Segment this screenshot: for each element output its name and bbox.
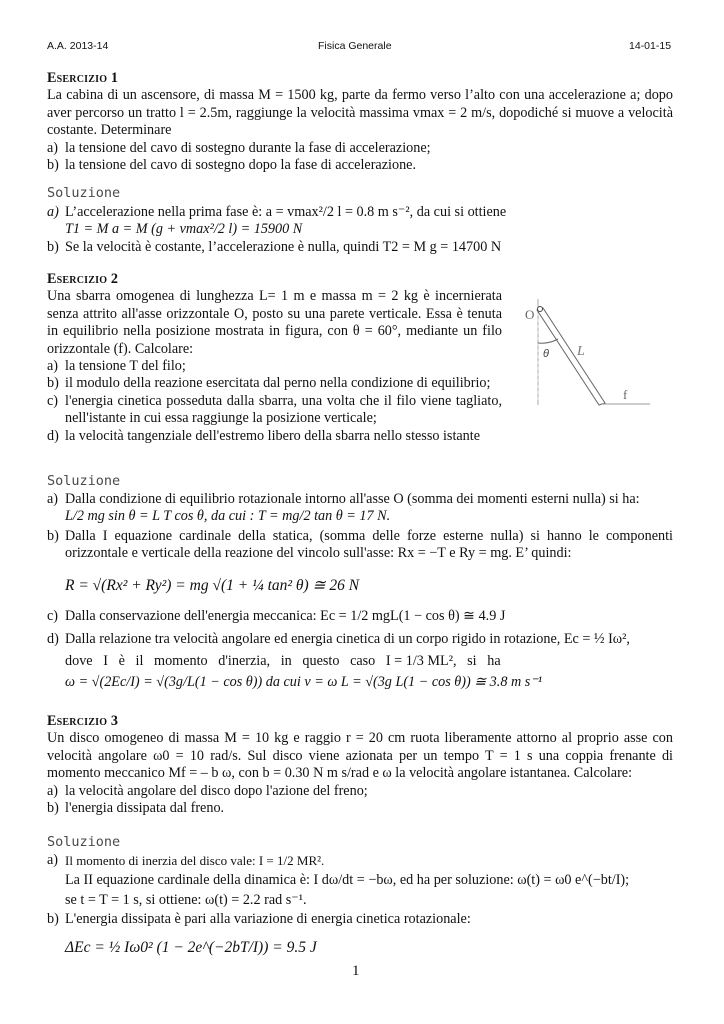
item-text: l'energia cinetica posseduta dalla sbarra, una volta che il filo viene tagliato, nell'istante in cui essa raggiunge la posizione verticale; <box>65 392 502 427</box>
item-text: la tensione del cavo di sostegno dopo la fase di accelerazione. <box>65 157 417 174</box>
item-text: l'energia dissipata dal freno. <box>65 800 225 817</box>
exercise-2-item <box>47 375 502 392</box>
solution-line: Dalla conservazione dell'energia meccanica: Ec = 1/2 mgL(1 − cos θ) ≅ 4.9 J <box>65 608 506 625</box>
solution-line: L'energia dissipata è pari alla variazione di energia cinetica rotazionale: <box>65 911 471 928</box>
angle-arc <box>538 339 558 343</box>
item-text: la tensione T del filo; <box>65 358 186 375</box>
exercise-2-solution-title: Soluzione <box>47 473 121 489</box>
exercise-2 <box>47 271 502 445</box>
exercise-2-item <box>47 358 502 375</box>
item-text: il modulo della reazione esercitata dal perno nella condizione di equilibrio; <box>65 375 491 392</box>
solution-line: R = √(Rx² + Ry²) = mg √(1 + ¼ tan² θ) ≅ 26 N <box>65 576 360 594</box>
item-label: b) <box>47 375 59 392</box>
exercise-3-intro: Un disco omogeneo di massa M = 10 kg e raggio r = 20 cm ruota liberamente attorno al proprio asse con velocità angolare ω0 = 10 rad/s. Sul disco viene azionata per un tempo T = 1 s una coppia frenante di momento meccanico Mf = – b ω, con b = 0.30 N m s/rad e ω la velocità angolare istantanea. Calcolare: <box>47 730 673 782</box>
item-label: b) <box>47 157 59 174</box>
item-label: d) <box>47 427 59 444</box>
exercise-1-item <box>47 157 673 174</box>
angle-label: θ <box>543 348 549 360</box>
item-label: a) <box>47 139 59 156</box>
exercise-1 <box>47 70 673 174</box>
rod-label: L <box>577 344 585 359</box>
exercise-3-item <box>47 783 673 800</box>
solution-line: Il momento di inerzia del disco vale: I = 1/2 MR². <box>65 853 325 868</box>
solution-line: ω = √(2Ec/I) = √(3g/L(1 − cos θ)) da cui v = ω L = √(3g L(1 − cos θ)) ≅ 3.8 m s⁻¹ <box>65 674 543 691</box>
solution-line: L’accelerazione nella prima fase è: a = vmax²/2 l = 0.8 m s⁻², da cui si ottiene <box>65 204 507 220</box>
exercise-1-solution-title: Soluzione <box>47 185 121 201</box>
header-date: 14-01-15 <box>629 40 672 52</box>
solution-line: Dalla condizione di equilibrio rotazionale intorno all'asse O (somma dei momenti esterni nulla) si ha: <box>65 491 640 507</box>
item-text: la velocità tangenziale dell'estremo libero della sbarra nello stesso istante <box>65 427 481 444</box>
exercise-3-item <box>47 800 673 817</box>
item-text: la velocità angolare del disco dopo l'azione del freno; <box>65 782 368 799</box>
item-label: b) <box>47 800 59 817</box>
item-label: a) <box>47 782 59 799</box>
item-text: la tensione del cavo di sostegno durante la fase di accelerazione; <box>65 139 431 156</box>
rod-figure <box>515 295 655 415</box>
exercise-3-solution-title: Soluzione <box>47 834 121 850</box>
item-label: a) <box>47 852 59 868</box>
page-number: 1 <box>352 963 360 979</box>
header-subject: Fisica Generale <box>318 40 392 52</box>
exercise-1-intro: La cabina di un ascensore, di massa M = 1500 kg, parte da fermo verso l’alto con una accelerazione a; dopo aver percorso un tratto l = 2.5m, raggiunge la velocità massima vmax = 2 m/s, dopodiché si muove a velocità costante. Determinare <box>47 87 673 139</box>
exercise-1-item <box>47 140 673 157</box>
exercise-1-solution <box>47 204 673 256</box>
solution-line: Dalla relazione tra velocità angolare ed energia cinetica di un corpo rigido in rotazione, Ec = ½ Iω², <box>65 631 630 648</box>
solution-item <box>47 491 673 526</box>
exercise-2-intro: Una sbarra omogenea di lunghezza L= 1 m e massa m = 2 kg è incernierata senza attrito all'asse orizzontale O, posto su una parete verticale. Essa è tenuta in equilibrio nella posizione mostrata in figura, con θ = 60°, mediante un filo orizzontale (f). Calcolare: <box>47 288 502 357</box>
solution-line: se t = T = 1 s, si ottiene: ω(t) = 2.2 rad s⁻¹. <box>65 891 307 908</box>
item-label: c) <box>47 608 59 625</box>
item-label: a) <box>47 204 59 220</box>
solution-item <box>47 911 673 956</box>
exercise-2-title: Esercizio 2 <box>47 271 119 287</box>
exercise-3-title: Esercizio 3 <box>47 713 119 729</box>
header-course-year: A.A. 2013-14 <box>47 40 109 52</box>
pivot-point <box>538 307 543 312</box>
item-label: b) <box>47 527 59 544</box>
solution-item <box>47 204 673 221</box>
solution-line: Dalla I equazione cardinale della statica, (somma delle forze esterne nulla) si hanno le componenti orizzontale e verticale della reazione del vincolo sull'asse: Rx = −T e Ry = mg. E’ quindi: <box>65 527 673 562</box>
exercise-1-title: Esercizio 1 <box>47 70 119 86</box>
item-label: b) <box>47 238 59 255</box>
solution-item <box>47 852 673 909</box>
solution-line: ΔEc = ½ Iω0² (1 − 2e^(−2bT/I)) = 9.5 J <box>65 938 317 956</box>
solution-item <box>47 631 673 691</box>
solution-line: T1 = M a = M (g + vmax²/2 l) = 15900 N <box>65 221 303 238</box>
exercise-2-item <box>47 393 502 428</box>
exercise-3-solution <box>47 852 673 956</box>
solution-item <box>47 528 673 608</box>
item-label: d) <box>47 631 59 648</box>
item-label: a) <box>47 358 59 375</box>
solution-item <box>47 239 673 256</box>
solution-line: Se la velocità è costante, l’accelerazione è nulla, quindi T2 = M g = 14700 N <box>65 238 502 255</box>
solution-item <box>47 221 673 238</box>
exercise-2-item <box>47 428 502 445</box>
solution-line: La II equazione cardinale della dinamica è: I dω/dt = −bω, ed ha per soluzione: ω(t) = ω0 e^(−bt/I); <box>65 872 630 889</box>
solution-line: dove I è il momento d'inerzia, in questo caso I = 1/3 ML², si ha <box>65 652 501 669</box>
item-label: c) <box>47 392 59 409</box>
item-label: b) <box>47 911 59 928</box>
exercise-2-solution <box>47 491 673 692</box>
string-label: f <box>623 387 628 402</box>
exercise-3 <box>47 713 673 817</box>
solution-line: L/2 mg sin θ = L T cos θ, da cui : T = mg/2 tan θ = 17 N. <box>65 508 391 525</box>
solution-item <box>47 608 673 625</box>
pivot-label: O <box>525 307 535 322</box>
item-label: a) <box>47 491 59 507</box>
